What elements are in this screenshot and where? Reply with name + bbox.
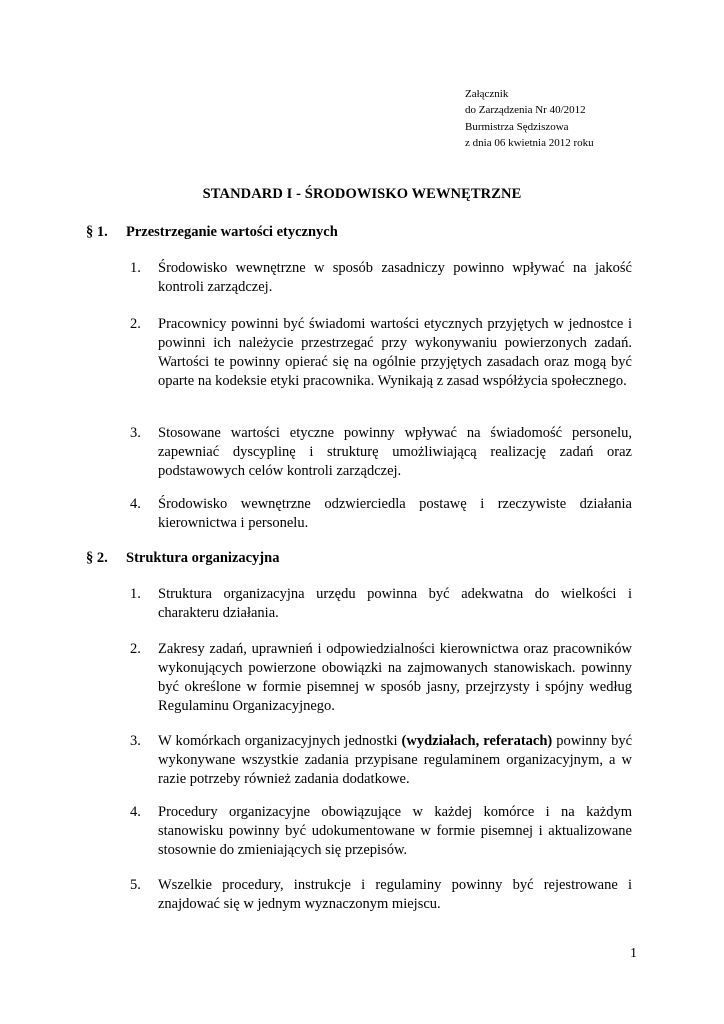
list-item <box>130 495 632 533</box>
item-text: Wszelkie procedury, instrukcje i regulaminy powinny być rejestrowane i znajdować się w jednym wyznaczonym miejscu. <box>158 877 632 912</box>
item-text: Pracownicy powinni być świadomi wartości etycznych przyjętych w jednostce i powinni ich należycie przestrzegać przy wykonywaniu powierzonych zadań. Wartości te powinny opierać się na ogólnie przyjętych zasadach oraz mogą być oparte na kodeksie etyki pracownika. Wynikają z zasad współżycia społecznego. <box>158 316 632 389</box>
section-heading <box>86 550 279 567</box>
item-text: Struktura organizacyjna urzędu powinna być adekwatna do wielkości i charakteru działania. <box>158 586 632 621</box>
item-number: 5. <box>130 877 141 893</box>
item-number: 4. <box>130 804 141 820</box>
list-item <box>130 640 632 716</box>
list-item <box>130 315 632 391</box>
item-text: Środowisko wewnętrzne w sposób zasadniczy powinno wpływać na jakość kontroli zarządczej. <box>158 260 632 295</box>
annex-note <box>465 86 594 151</box>
item-text: Stosowane wartości etyczne powinny wpływać na świadomość personelu, zapewniać dyscyplinę i strukturę umożliwiającą realizację zadań oraz podstawowych celów kontroli zarządczej. <box>158 425 632 479</box>
item-text: Procedury organizacyjne obowiązujące w każdej komórce i na każdym stanowisku powinny być udokumentowane w formie pisemnej i aktualizowane stosownie do zmieniających się przepisów. <box>158 804 632 858</box>
list-item <box>130 876 632 914</box>
item-number: 3. <box>130 733 141 749</box>
list-item <box>130 259 632 297</box>
section-number: § 1. <box>86 224 108 240</box>
item-text <box>158 732 632 789</box>
section-heading <box>86 224 338 241</box>
list-item <box>130 585 632 623</box>
item-text: Środowisko wewnętrzne odzwierciedla postawę i rzeczywiste działania kierownictwa i personelu. <box>158 496 632 531</box>
item-text-part: W komórkach organizacyjnych jednostki <box>158 733 402 749</box>
list-item <box>130 732 632 789</box>
annex-line: do Zarządzenia Nr 40/2012 <box>465 104 586 117</box>
section-title: Struktura organizacyjna <box>126 550 280 566</box>
item-number: 1. <box>130 260 141 276</box>
annex-line: Burmistrza Sędziszowa <box>465 120 569 133</box>
item-text: Zakresy zadań, uprawnień i odpowiedzialności kierownictwa oraz pracowników wykonujących powierzone obowiązki na zajmowanych stanowiskach. powinny być określone w formie pisemnej w sposób jasny, przejrzysty i spójny według Regulaminu Organizacyjnego. <box>158 641 632 714</box>
item-number: 4. <box>130 496 141 512</box>
page-number: 1 <box>630 946 637 961</box>
item-number: 2. <box>130 641 141 657</box>
item-text-bold: (wydziałach, referatach) <box>401 733 553 749</box>
item-text-part: powinny być wykonywane wszystkie zadania przypisane regulaminem organizacyjnym, a w razie potrzeby również zadania dodatkowe. <box>158 733 633 787</box>
item-number: 2. <box>130 316 141 332</box>
document-title: STANDARD I - ŚRODOWISKO WEWNĘTRZNE <box>202 186 522 202</box>
item-number: 3. <box>130 425 141 441</box>
item-number: 1. <box>130 586 141 602</box>
list-item <box>130 803 632 860</box>
section-number: § 2. <box>86 550 108 566</box>
annex-line: Załącznik <box>465 88 509 100</box>
section-title: Przestrzeganie wartości etycznych <box>126 224 338 240</box>
annex-line: z dnia 06 kwietnia 2012 roku <box>465 136 594 149</box>
list-item <box>130 424 632 481</box>
